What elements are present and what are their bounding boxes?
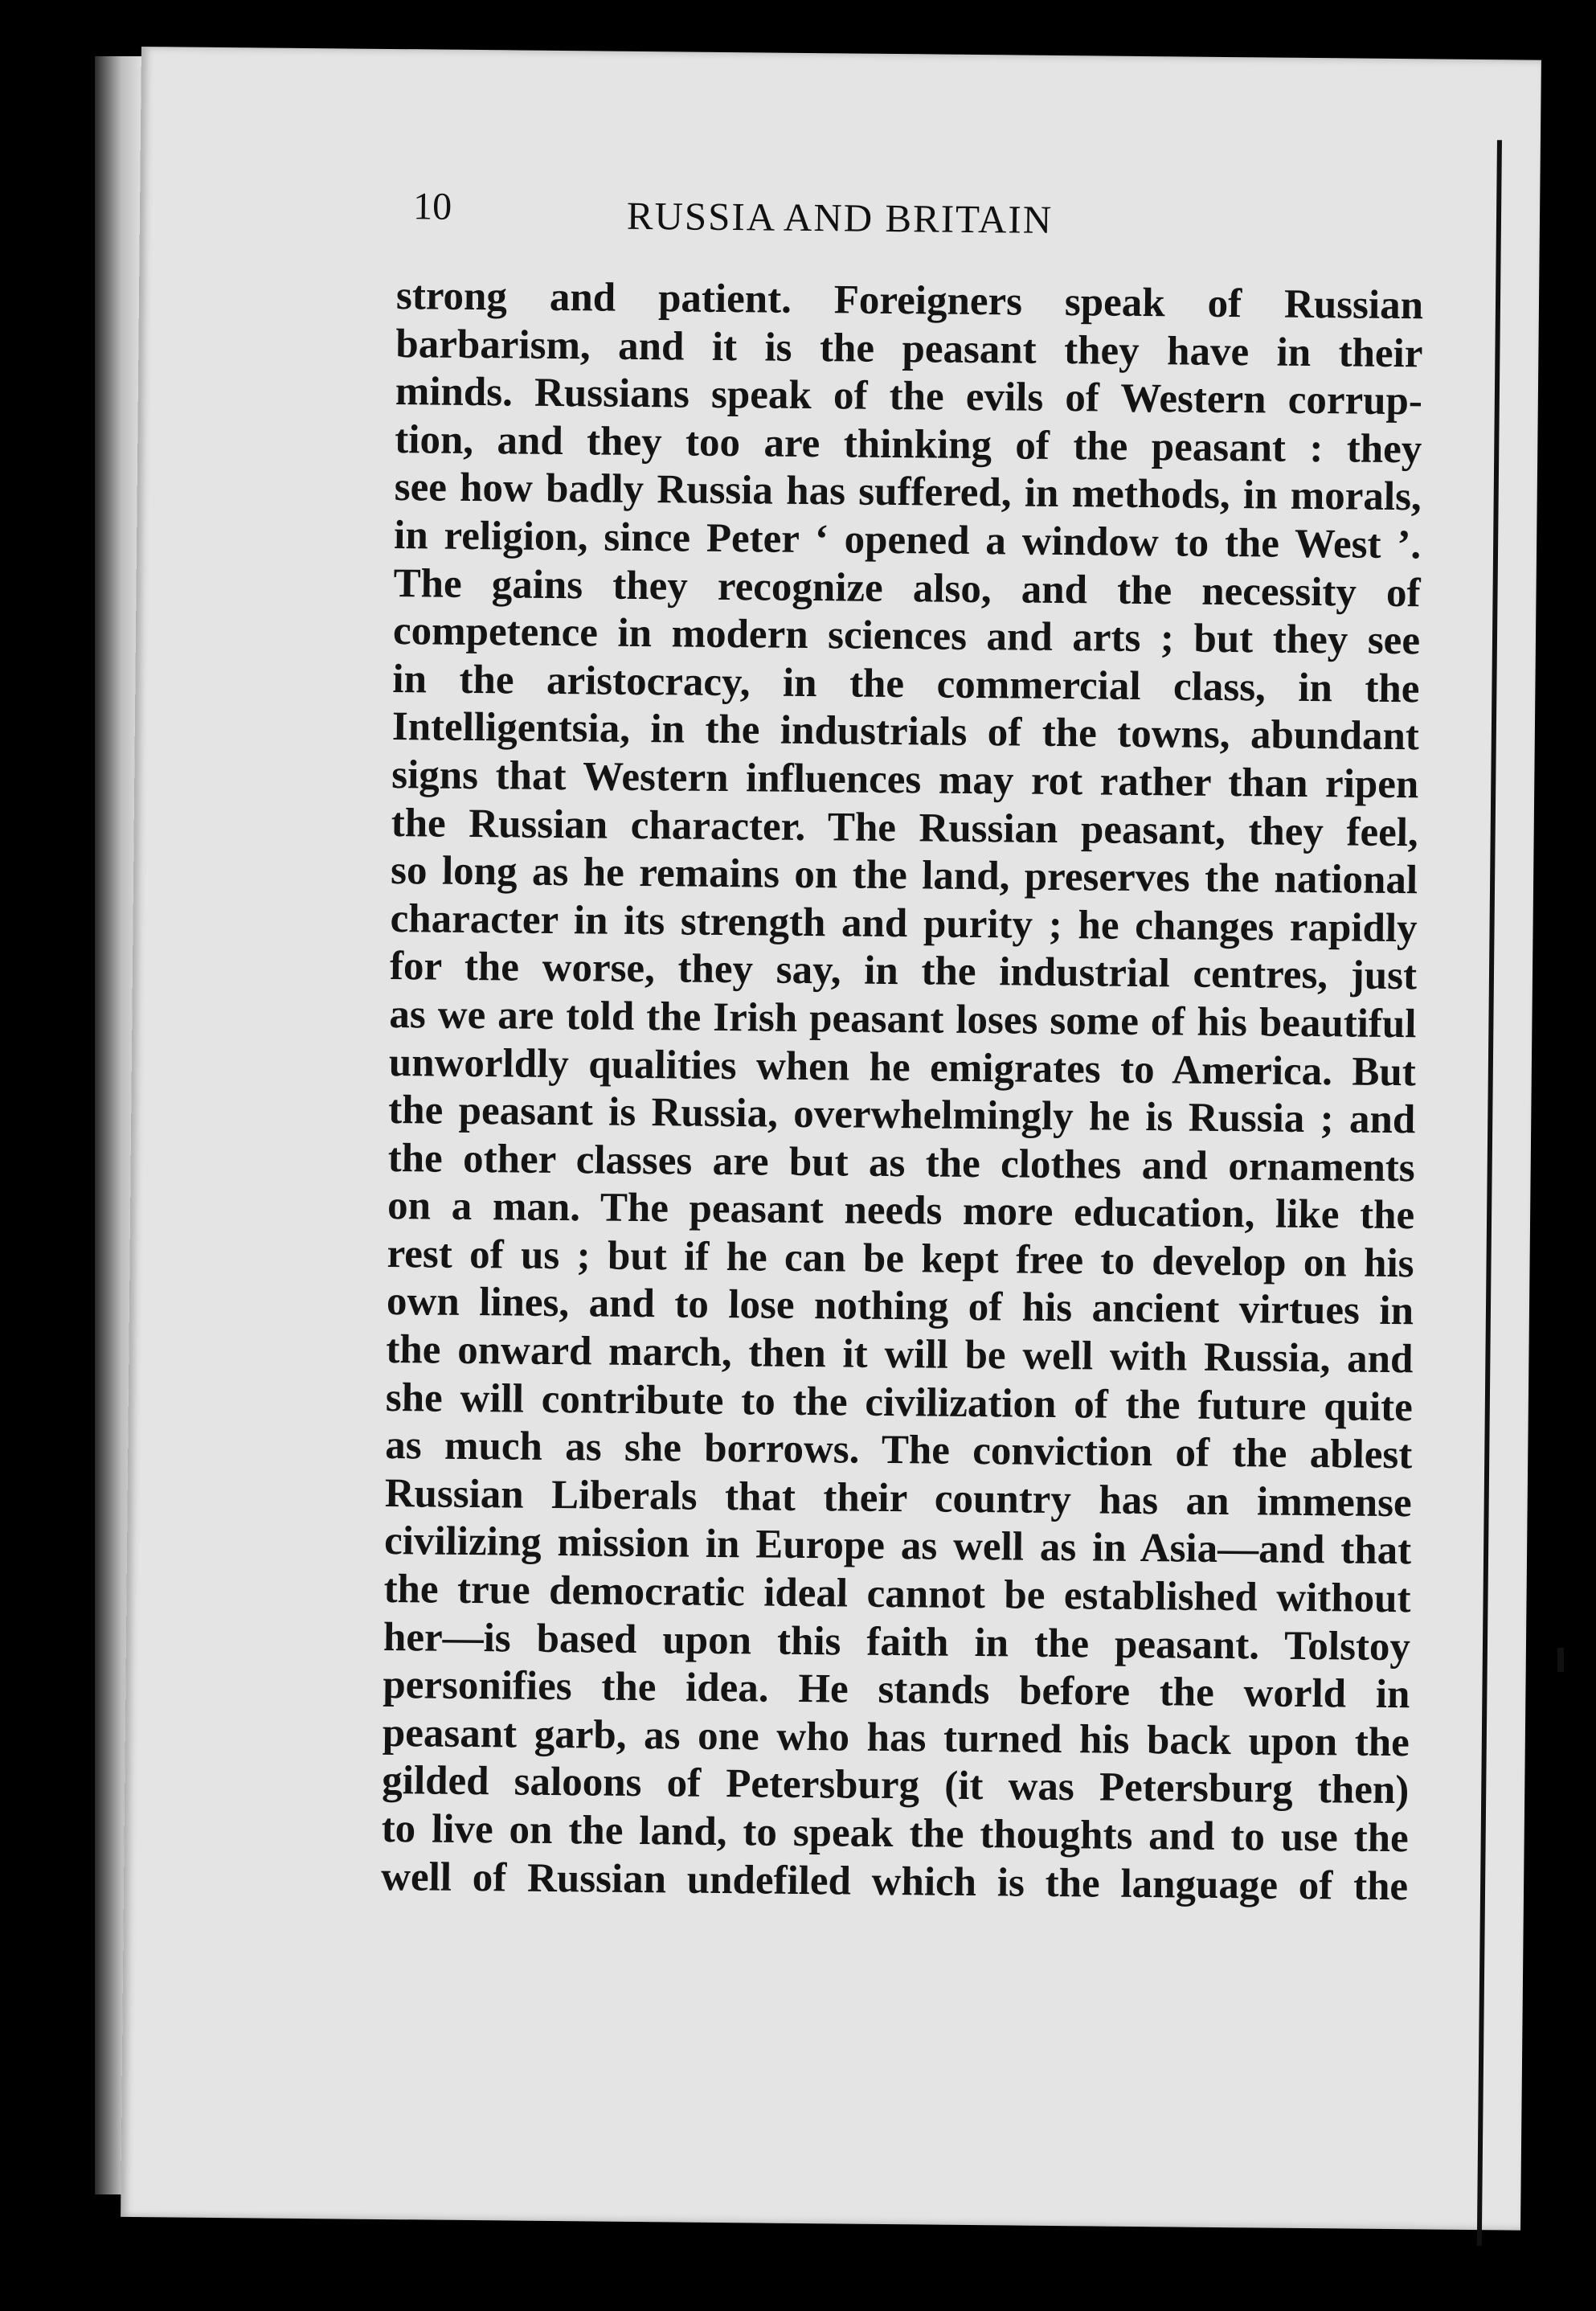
text-line: the true democratic ideal cannot be established without: [383, 1567, 1411, 1622]
text-line: the Russian character. The Russian peasant, they feel,: [391, 800, 1418, 855]
text-line: barbarism, and it is the peasant they have in their: [395, 321, 1423, 376]
text-line: own lines, and to lose nothing of his ancient virtues in: [386, 1279, 1414, 1334]
text-line: the peasant is Russia, overwhelmingly he is Russia ; and: [388, 1088, 1416, 1143]
text-line: for the worse, they say, in the industrial centres, just: [389, 944, 1418, 999]
running-title: RUSSIA AND BRITAIN: [626, 193, 1054, 242]
text-line: in the aristocracy, in the commercial class, in the: [392, 656, 1420, 712]
text-line: on a man. The peasant needs more education, like the: [387, 1183, 1415, 1239]
text-line: civilizing mission in Europe as well as in Asia—and that: [383, 1518, 1412, 1574]
text-line: gilded saloons of Petersburg (it was Petersburg then): [382, 1758, 1410, 1813]
page-number: 10: [412, 185, 452, 228]
text-line: to live on the land, to speak the thoughts and to use the: [381, 1805, 1409, 1862]
text-line: Intelligentsia, in the industrials of the towns, abundant: [391, 704, 1420, 760]
text-line: tion, and they too are thinking of the peasant : they: [395, 416, 1422, 473]
text-line: as much as she borrows. The conviction of the ablest: [385, 1423, 1413, 1478]
text-line: the other classes are but as the clothes and ornaments: [387, 1135, 1415, 1190]
text-line: competence in modern sciences and arts ; but they see: [392, 608, 1421, 664]
text-line: she will contribute to the civilization of the future quite: [385, 1375, 1414, 1430]
body-paragraph: [381, 272, 1423, 1911]
scan-speck: [1557, 1648, 1564, 1672]
text-line: peasant garb, as one who has turned his back upon the: [382, 1710, 1410, 1766]
text-line: rest of us ; but if he can be kept free to develop on his: [387, 1231, 1414, 1287]
text-line: her—is based upon this faith in the peasant. Tolstoy: [383, 1614, 1411, 1670]
text-line: as we are told the Irish peasant loses some of his beautiful: [389, 991, 1417, 1047]
text-line: Russian Liberals that their country has an immense: [384, 1470, 1412, 1526]
text-line: so long as he remains on the land, preserves the national: [390, 848, 1418, 904]
text-line: see how badly Russia has suffered, in methods, in morals,: [394, 465, 1422, 520]
text-line: in religion, since Peter ‘ opened a window to the West ’.: [393, 513, 1422, 568]
text-line: unworldly qualities when he emigrates to America. But: [388, 1039, 1417, 1095]
page-edge-shadow: [1477, 140, 1502, 2246]
text-line: well of Russian undefiled which is the language of the: [380, 1854, 1409, 1909]
text-line: personifies the idea. He stands before the world in: [383, 1662, 1410, 1718]
text-line: the onward march, then it will be well with Russia, and: [386, 1327, 1414, 1383]
text-line: signs that Western influences may rot rather than ripen: [391, 752, 1419, 808]
text-line: The gains they recognize also, and the necessity of: [393, 560, 1421, 616]
text-line: minds. Russians speak of the evils of Western corrup-: [395, 369, 1423, 424]
text-line: character in its strength and purity ; he changes rapidly: [390, 895, 1418, 952]
book-page: [121, 47, 1541, 2231]
text-line: strong and patient. Foreigners speak of Russian: [395, 273, 1424, 329]
